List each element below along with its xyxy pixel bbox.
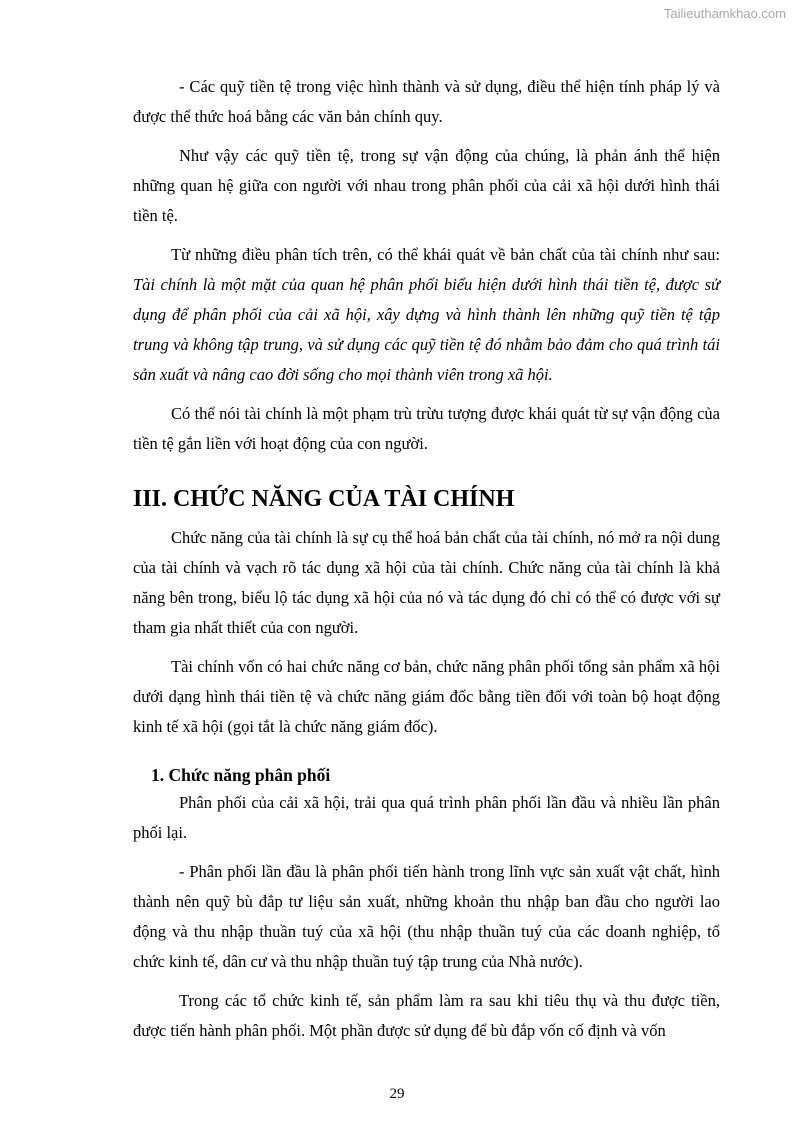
paragraph-funds-legal: - Các quỹ tiền tệ trong việc hình thành và sử dụng, điều thể hiện tính pháp lý và được thể thức hoá bằng các văn bản chính quy. [133,77,720,126]
paragraph-finance-definition [133,240,720,390]
paragraph-function-concept: Chức năng của tài chính là sự cụ thể hoá bản chất của tài chính, nó mở ra nội dung của tài chính và vạch rõ tác dụng xã hội của tài chính. Chức năng của tài chính là khả năng bên trong, biểu lộ tác dụng xã hội của nó và tác dụng đó chỉ có thể có được với sự tham gia nhất thiết của con người. [133,528,720,637]
watermark-text: Tailieuthamkhao.com [663,6,786,21]
paragraph-funds-relations: Như vậy các quỹ tiền tệ, trong sự vận động của chúng, là phản ánh thể hiện những quan hệ giữa con người với nhau trong phân phối của cải xã hội dưới hình thái tiền tệ. [133,146,720,225]
definition-italic: Tài chính là một mặt của quan hệ phân phối biểu hiện dưới hình thái tiền tệ, được sử dụng để phân phối của cải xã hội, xây dựng và hình thành lên những quỹ tiền tệ tập trung và không tập trung, và sử dụng các quỹ tiền tệ đó nhằm bảo đảm cho quá trình tái sản xuất và nâng cao đời sống cho mọi thành viên trong xã hội. [133,275,720,384]
paragraph-distribution-intro: Phân phối của cải xã hội, trải qua quá trình phân phối lần đầu và nhiều lần phân phối lại. [133,793,720,842]
page-content [133,72,720,1046]
section-heading-functions: III. CHỨC NĂNG CỦA TÀI CHÍNH [133,486,515,512]
paragraph-primary-distribution: - Phân phối lần đầu là phân phối tiến hành trong lĩnh vực sản xuất vật chất, hình thành nên quỹ bù đắp tư liệu sản xuất, những khoản thu nhập ban đầu cho người lao động và thu nhập thuần tuý của xã hội (thu nhập thuần tuý của các doanh nghiệp, tổ chức kinh tế, dân cư và thu nhập thuần tuý tập trung của Nhà nước). [133,862,720,971]
definition-lead: Từ những điều phân tích trên, có thể khái quát về bản chất của tài chính như sau: [171,245,720,264]
paragraph-abstract-category: Có thể nói tài chính là một phạm trù trừu tượng được khái quát từ sự vận động của tiền tệ gắn liền với hoạt động của con người. [133,404,720,453]
subsection-heading-distribution: 1. Chức năng phân phối [151,765,331,785]
page-number: 29 [389,1086,405,1102]
paragraph-two-functions: Tài chính vốn có hai chức năng cơ bản, chức năng phân phối tổng sản phẩm xã hội dưới dạng hình thái tiền tệ và chức năng giám đốc bằng tiền đối với toàn bộ hoạt động kinh tế xã hội (gọi tắt là chức năng giám đốc). [133,657,720,736]
paragraph-economic-orgs: Trong các tổ chức kinh tế, sản phẩm làm ra sau khi tiêu thụ và thu được tiền, được tiến hành phân phối. Một phần được sử dụng để bù đắp vốn cố định và vốn [133,991,720,1040]
